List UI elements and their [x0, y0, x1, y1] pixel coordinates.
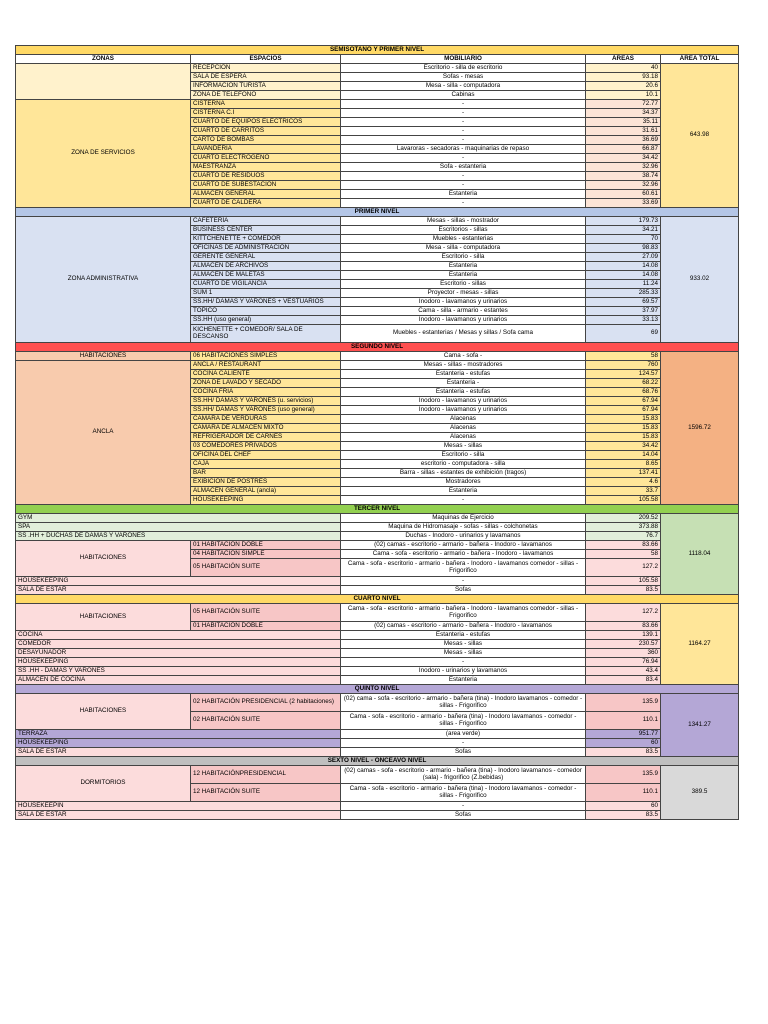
furniture-cell: Mesa - silla - computadora	[341, 82, 586, 91]
furniture-cell: -	[341, 109, 586, 118]
area-cell: 83.5	[586, 748, 661, 757]
space-cell: LAVANDERIA	[191, 145, 341, 154]
furniture-cell: -	[341, 658, 586, 667]
zone-cell: ANCLA	[16, 361, 191, 505]
section-title: SEGUNDO NIVEL	[16, 343, 739, 352]
area-cell: 14.08	[586, 262, 661, 271]
area-cell: 14.04	[586, 451, 661, 460]
space-cell: ANCLA / RESTAURANT	[191, 361, 341, 370]
furniture-cell: Mesas - sillas	[341, 649, 586, 658]
furniture-cell: -	[341, 172, 586, 181]
furniture-cell: Inodoro - lavamanos y urinarios	[341, 298, 586, 307]
table-row	[16, 748, 739, 757]
space-cell: SS.HH/ DAMAS Y VARONES (u. servicios)	[191, 397, 341, 406]
furniture-cell: Estanteria -	[341, 379, 586, 388]
furniture-cell: Mesas - sillas - mostrador	[341, 217, 586, 226]
table-row	[16, 694, 739, 712]
table-row	[16, 640, 739, 649]
furniture-cell: Escritorios - sillas	[341, 226, 586, 235]
space-cell: BUSINESS CENTER	[191, 226, 341, 235]
space-cell: 06 HABITACIONES SIMPLES	[191, 352, 341, 361]
furniture-cell: Mesas - sillas - mostradores	[341, 361, 586, 370]
area-cell: 33.69	[586, 199, 661, 208]
furniture-cell: Estanteria	[341, 487, 586, 496]
area-cell: 76.94	[586, 658, 661, 667]
space-cell: SS.HH/ DAMAS Y VARONES + VESTUARIOS	[191, 298, 341, 307]
furniture-cell: Mesas - sillas	[341, 442, 586, 451]
furniture-cell: (02) camas - sofa - escritorio - armario - bañera (tina) - Inodoro lavamanos - comedor (sala) - frigorifico (Z.bebidas)	[341, 766, 586, 784]
furniture-cell: escritorio - computadora - silla	[341, 460, 586, 469]
zone-cell: SALA DE ESTAR	[16, 811, 341, 820]
space-cell: CAMARA DE ALMACEN MIXTO	[191, 424, 341, 433]
area-cell: 124.57	[586, 370, 661, 379]
furniture-cell: Sofa - estanteria	[341, 163, 586, 172]
table-row	[16, 577, 739, 586]
zone-cell: COMEDOR	[16, 640, 341, 649]
area-cell: 230.57	[586, 640, 661, 649]
area-cell: 4.6	[586, 478, 661, 487]
area-cell: 38.74	[586, 172, 661, 181]
space-cell: INFORMACIÓN TURISTA	[191, 82, 341, 91]
furniture-cell: Alacenas	[341, 433, 586, 442]
section-header-row	[16, 343, 739, 352]
areas-table	[15, 45, 739, 820]
furniture-cell: -	[341, 181, 586, 190]
space-cell: KICHENETTE + COMEDOR/ SALA DE DESCANSO	[191, 325, 341, 343]
furniture-cell: (02) cama - sofa - escritorio - armario - bañera (tina) - Inodoro lavamanos - comedor - sillas - Frigorifico	[341, 694, 586, 712]
furniture-cell: Cama - sofa - escritorio - armario - bañera (tina) - Inodoro lavamanos - comedor - sillas - Frigorifico	[341, 784, 586, 802]
area-cell: 127.2	[586, 559, 661, 577]
area-cell: 760	[586, 361, 661, 370]
space-cell: 05 HABITACIÓN SUITE	[191, 559, 341, 577]
section-header-row	[16, 505, 739, 514]
table-row	[16, 739, 739, 748]
space-cell: CAFETERÍA	[191, 217, 341, 226]
furniture-cell: Barra - sillas - estantes de exhibición (tragos)	[341, 469, 586, 478]
area-cell: 40	[586, 64, 661, 73]
area-cell: 83.5	[586, 586, 661, 595]
zone-cell	[16, 64, 191, 100]
furniture-cell: -	[341, 118, 586, 127]
area-cell: 15.83	[586, 424, 661, 433]
furniture-cell: Estanteria	[341, 676, 586, 685]
table-row	[16, 217, 739, 226]
zone-cell: SS .HH - DAMAS Y VARONES	[16, 667, 341, 676]
furniture-cell: Mesa - silla - computadora	[341, 244, 586, 253]
area-cell: 70	[586, 235, 661, 244]
area-cell: 15.83	[586, 433, 661, 442]
furniture-cell: Cama - sofa -	[341, 352, 586, 361]
area-cell: 33.13	[586, 316, 661, 325]
area-cell: 69.57	[586, 298, 661, 307]
area-cell: 137.41	[586, 469, 661, 478]
space-cell: 02 HABITACIÓN PRESIDENCIAL (2 habitaciones)	[191, 694, 341, 712]
zone-cell: HOUSEKEEPING	[16, 739, 341, 748]
space-cell: GERENTE GENERAL	[191, 253, 341, 262]
space-cell: ZONA DE LAVADO Y SECADO	[191, 379, 341, 388]
furniture-cell: -	[341, 577, 586, 586]
table-row	[16, 766, 739, 784]
table-row	[16, 802, 739, 811]
area-cell: 135.9	[586, 694, 661, 712]
zone-cell: HABITACIONES	[16, 352, 191, 361]
zone-cell: HOUSEKEEPING	[16, 658, 341, 667]
area-cell: 373.88	[586, 523, 661, 532]
furniture-cell: Maquina de Hidromasaje - sofas - sillas - colchonetas	[341, 523, 586, 532]
space-cell: 12 HABITACIÓNPRESIDENCIAL	[191, 766, 341, 784]
table-row	[16, 64, 739, 73]
furniture-cell: Estanteria	[341, 271, 586, 280]
area-total: 933.02	[661, 217, 739, 343]
area-cell: 20.6	[586, 82, 661, 91]
section-header-row	[16, 46, 739, 55]
area-cell: 43.4	[586, 667, 661, 676]
area-total: 1164.27	[661, 604, 739, 685]
area-total: 389.5	[661, 766, 739, 820]
area-cell: 83.4	[586, 676, 661, 685]
area-cell: 60	[586, 802, 661, 811]
space-cell: ALMACEN GENERAL (ancla)	[191, 487, 341, 496]
section-title: SEXTO NIVEL - ONCEAVO NIVEL	[16, 757, 739, 766]
furniture-cell: -	[341, 154, 586, 163]
space-cell: KITTCHENETTE + COMEDOR	[191, 235, 341, 244]
space-cell: CUARTO ELECTROGENO	[191, 154, 341, 163]
area-cell: 67.94	[586, 397, 661, 406]
furniture-cell: Lavaroras - secadoras - maquinarias de repaso	[341, 145, 586, 154]
furniture-cell: Estanteria	[341, 262, 586, 271]
space-cell: SUM 1	[191, 289, 341, 298]
space-cell: COCINA CALIENTE	[191, 370, 341, 379]
space-cell: MAESTRANZA	[191, 163, 341, 172]
area-cell: 98.83	[586, 244, 661, 253]
space-cell: SALA DE ESPERA	[191, 73, 341, 82]
furniture-cell: Estanteria - estufas	[341, 631, 586, 640]
area-cell: 58	[586, 352, 661, 361]
furniture-cell: Inodoro - lavamanos y urinarios	[341, 406, 586, 415]
area-cell: 139.1	[586, 631, 661, 640]
furniture-cell: Estanteria - estufas	[341, 370, 586, 379]
space-cell: REFRIGERADOR DE CARNES	[191, 433, 341, 442]
zone-cell: SALA DE ESTAR	[16, 586, 341, 595]
area-cell: 93.18	[586, 73, 661, 82]
table-row	[16, 730, 739, 739]
area-cell: 34.42	[586, 442, 661, 451]
space-cell: 12 HABITACIÓN SUITE	[191, 784, 341, 802]
zone-cell: DESAYUNADOR	[16, 649, 341, 658]
furniture-cell: -	[341, 739, 586, 748]
furniture-cell: -	[341, 802, 586, 811]
zone-cell: ZONA DE SERVICIOS	[16, 100, 191, 208]
table-row	[16, 631, 739, 640]
area-cell: 32.96	[586, 181, 661, 190]
furniture-cell: Estanteria	[341, 190, 586, 199]
area-cell: 34.21	[586, 226, 661, 235]
section-title: PRIMER NIVEL	[16, 208, 739, 217]
area-cell: 105.58	[586, 496, 661, 505]
col-header-areas: ÁREAS	[586, 55, 661, 64]
space-cell: ZONA DE TELEFONO	[191, 91, 341, 100]
area-cell: 83.66	[586, 541, 661, 550]
area-cell: 76.7	[586, 532, 661, 541]
table-row	[16, 649, 739, 658]
furniture-cell: Cama - sofa - escritorio - armario - bañera - Inodoro - lavamanos	[341, 550, 586, 559]
zone-cell: HABITACIONES	[16, 541, 191, 577]
space-cell: ALMACEN GENERAL	[191, 190, 341, 199]
area-cell: 67.94	[586, 406, 661, 415]
space-cell: CAJA	[191, 460, 341, 469]
space-cell: 01 HABITACIÓN DOBLE	[191, 622, 341, 631]
table-row	[16, 667, 739, 676]
area-cell: 31.61	[586, 127, 661, 136]
furniture-cell: Cama - sofa - escritorio - armario - bañera - Inodoro - lavamanos comedor - sillas - Frigorifico	[341, 559, 586, 577]
furniture-cell: Sofas	[341, 748, 586, 757]
furniture-cell: Sofas - mesas	[341, 73, 586, 82]
area-cell: 66.87	[586, 145, 661, 154]
furniture-cell: Escritorio - silla	[341, 253, 586, 262]
section-header-row	[16, 208, 739, 217]
area-cell: 10.1	[586, 91, 661, 100]
furniture-cell: Mostradores	[341, 478, 586, 487]
section-title: QUINTO NIVEL	[16, 685, 739, 694]
furniture-cell: -	[341, 127, 586, 136]
space-cell: 01 HABITACIÓN DOBLE	[191, 541, 341, 550]
furniture-cell: -	[341, 136, 586, 145]
space-cell: CUARTO DE CARRITOS	[191, 127, 341, 136]
space-cell: CUARTO DE VIGILANCIA	[191, 280, 341, 289]
table-row	[16, 361, 739, 370]
space-cell: CISTERNA C.I	[191, 109, 341, 118]
zone-cell: SS .HH + DUCHAS DE DAMAS Y VARONES	[16, 532, 341, 541]
space-cell: SS.HH (uso general)	[191, 316, 341, 325]
area-cell: 36.69	[586, 136, 661, 145]
space-cell: CUARTO DE EQUIPOS ELECTRICOS	[191, 118, 341, 127]
space-cell: ALMACEN DE ARCHIVOS	[191, 262, 341, 271]
space-cell: 05 HABITACIÓN SUITE	[191, 604, 341, 622]
area-cell: 35.11	[586, 118, 661, 127]
space-cell: 04 HABITACIÓN SIMPLE	[191, 550, 341, 559]
area-cell: 83.66	[586, 622, 661, 631]
furniture-cell: Cama - sofa - escritorio - armario - bañera (tina) - Inodoro lavamanos - comedor - sillas - Frigorifico	[341, 712, 586, 730]
space-cell: OFICINA DEL CHEF	[191, 451, 341, 460]
area-cell: 83.5	[586, 811, 661, 820]
zone-cell: ZONA ADMINISTRATIVA	[16, 217, 191, 343]
area-cell: 33.7	[586, 487, 661, 496]
zone-cell: DORMITORIOS	[16, 766, 191, 802]
area-cell: 135.9	[586, 766, 661, 784]
furniture-cell: (02) camas - escritorio - armario - bañera - Inodoro - lavamanos	[341, 541, 586, 550]
area-total: 1341.27	[661, 694, 739, 757]
space-cell: CARTO DE BOMBAS	[191, 136, 341, 145]
area-cell: 68.76	[586, 388, 661, 397]
space-cell: ALMACEN DE MALETAS	[191, 271, 341, 280]
furniture-cell: Estanteria - estufas	[341, 388, 586, 397]
area-cell: 15.83	[586, 415, 661, 424]
space-cell: EXIBICIÓN DE POSTRES	[191, 478, 341, 487]
area-cell: 285.33	[586, 289, 661, 298]
area-total: 643.98	[661, 64, 739, 208]
space-cell: SS.HH/ DAMAS Y VARONES (uso general)	[191, 406, 341, 415]
zone-cell: ALMACEN DE COCINA	[16, 676, 341, 685]
area-cell: 34.37	[586, 109, 661, 118]
furniture-cell: Sofas	[341, 586, 586, 595]
section-header-row	[16, 685, 739, 694]
area-cell: 69	[586, 325, 661, 343]
space-cell: 03 COMEDORES PRIVADOS	[191, 442, 341, 451]
space-cell: 02 HABITACIÓN SUITE	[191, 712, 341, 730]
zone-cell: SALA DE ESTAR	[16, 748, 341, 757]
space-cell: CUARTO DE SUBESTACIÓN	[191, 181, 341, 190]
area-cell: 8.65	[586, 460, 661, 469]
area-cell: 37.97	[586, 307, 661, 316]
furniture-cell: Inodoro - lavamanos y urinarios	[341, 316, 586, 325]
table-row	[16, 604, 739, 622]
space-cell: CAMARA DE VERDURAS	[191, 415, 341, 424]
area-cell: 209.52	[586, 514, 661, 523]
table-row	[16, 541, 739, 550]
area-cell: 105.58	[586, 577, 661, 586]
space-cell: OFICINAS DE ADMINISTRACIÓN	[191, 244, 341, 253]
area-cell: 72.77	[586, 100, 661, 109]
col-header-espacios: ESPACIOS	[191, 55, 341, 64]
space-cell: CISTERNA	[191, 100, 341, 109]
area-cell: 110.1	[586, 712, 661, 730]
furniture-cell: Sofas	[341, 811, 586, 820]
table-row	[16, 100, 739, 109]
furniture-cell: Cabinas	[341, 91, 586, 100]
table-row	[16, 352, 739, 361]
furniture-cell: Escritorio - silla	[341, 451, 586, 460]
space-cell: COCINA FRIA	[191, 388, 341, 397]
area-cell: 60.61	[586, 190, 661, 199]
furniture-cell: Proyector - mesas - sillas	[341, 289, 586, 298]
area-cell: 951.77	[586, 730, 661, 739]
area-cell: 179.73	[586, 217, 661, 226]
furniture-cell: Inodoro - lavamanos y urinarios	[341, 397, 586, 406]
table-row	[16, 532, 739, 541]
zone-cell: HABITACIONES	[16, 604, 191, 631]
area-cell: 58	[586, 550, 661, 559]
area-total: 1118.04	[661, 514, 739, 595]
furniture-cell: Muebles - estanterias	[341, 235, 586, 244]
furniture-cell: Cama - silla - armario - estantes	[341, 307, 586, 316]
space-cell: TOPICO	[191, 307, 341, 316]
space-cell: HOUSEKEEPING	[191, 496, 341, 505]
furniture-cell: Alacenas	[341, 415, 586, 424]
zone-cell: COCINA	[16, 631, 341, 640]
zone-cell: HABITACIONES	[16, 694, 191, 730]
area-cell: 60	[586, 739, 661, 748]
table-row	[16, 676, 739, 685]
area-cell: 11.24	[586, 280, 661, 289]
zone-cell: GYM	[16, 514, 341, 523]
furniture-cell: Maquinas de Ejercicio	[341, 514, 586, 523]
furniture-cell: Muebles - estanterias / Mesas y sillas / Sofa cama	[341, 325, 586, 343]
section-title: CUARTO NIVEL	[16, 595, 739, 604]
space-cell: CUARTO DE RESIDUOS	[191, 172, 341, 181]
col-header-mobiliario: MOBILIARIO	[341, 55, 586, 64]
header-row	[16, 55, 739, 64]
space-cell: BAR	[191, 469, 341, 478]
section-title: TERCER NIVEL	[16, 505, 739, 514]
area-cell: 110.1	[586, 784, 661, 802]
col-header-zonas: ZONAS	[16, 55, 191, 64]
zone-cell: HOUSEKEEPING	[16, 577, 341, 586]
furniture-cell: (area verde)	[341, 730, 586, 739]
section-title: SEMISOTANO Y PRIMER NIVEL	[16, 46, 739, 55]
col-header-area-total: ÁREA TOTAL	[661, 55, 739, 64]
zone-cell: TERRAZA	[16, 730, 341, 739]
furniture-cell: Alacenas	[341, 424, 586, 433]
furniture-cell: Escritorio - silla de escritorio	[341, 64, 586, 73]
furniture-cell: Inodoro - urinarios y lavamanos	[341, 667, 586, 676]
area-cell: 27.09	[586, 253, 661, 262]
section-header-row	[16, 595, 739, 604]
area-cell: 68.22	[586, 379, 661, 388]
table-row	[16, 658, 739, 667]
area-cell: 34.42	[586, 154, 661, 163]
table-row	[16, 586, 739, 595]
area-cell: 32.96	[586, 163, 661, 172]
section-header-row	[16, 757, 739, 766]
furniture-cell: Mesas - sillas	[341, 640, 586, 649]
furniture-cell: Escritorio - sillas	[341, 280, 586, 289]
furniture-cell: Duchas - Inodoro - urinarios y lavamanos	[341, 532, 586, 541]
furniture-cell: -	[341, 199, 586, 208]
furniture-cell: (02) camas - escritorio - armario - bañera - Inodoro - lavamanos	[341, 622, 586, 631]
area-cell: 360	[586, 649, 661, 658]
table-row	[16, 514, 739, 523]
furniture-cell: Cama - sofa - escritorio - armario - bañera - Inodoro - lavamanos comedor - sillas - Frigorifico	[341, 604, 586, 622]
space-cell: CUARTO DE CALDERA	[191, 199, 341, 208]
furniture-cell: -	[341, 496, 586, 505]
area-total: 1596.72	[661, 352, 739, 505]
area-cell: 14.08	[586, 271, 661, 280]
furniture-cell: -	[341, 100, 586, 109]
zone-cell: HOUSEKEEPIN	[16, 802, 341, 811]
space-cell: RECEPCIÓN	[191, 64, 341, 73]
area-cell: 127.2	[586, 604, 661, 622]
table-row	[16, 523, 739, 532]
zone-cell: SPA	[16, 523, 341, 532]
table-row	[16, 811, 739, 820]
